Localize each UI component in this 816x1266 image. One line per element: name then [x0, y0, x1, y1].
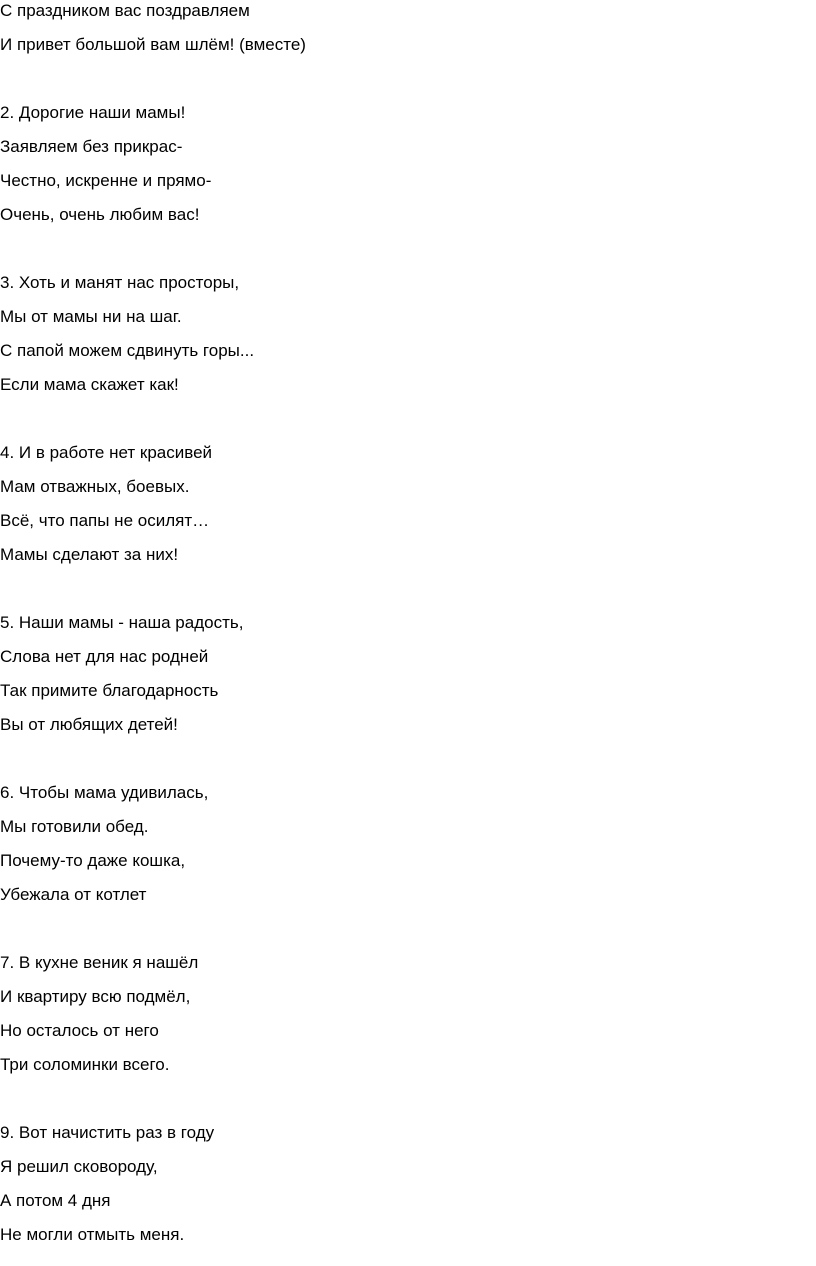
- stanza-6: [0, 776, 816, 912]
- poem-line: С праздником вас поздравляем: [0, 1, 250, 20]
- poem-line: 6. Чтобы мама удивилась,: [0, 783, 209, 802]
- stanza-gap: [0, 742, 816, 776]
- poem-line: С папой можем сдвинуть горы...: [0, 341, 255, 360]
- stanza-3: [0, 266, 816, 402]
- stanza-5: [0, 606, 816, 742]
- poem-line: Мы от мамы ни на шаг.: [0, 307, 182, 326]
- stanza-7: [0, 946, 816, 1082]
- poem-intro: [0, 0, 816, 62]
- poem-line: Не могли отмыть меня.: [0, 1225, 185, 1244]
- stanza-gap: [0, 1082, 816, 1116]
- poem-line: Мамы сделают за них!: [0, 545, 179, 564]
- stanza-gap: [0, 912, 816, 946]
- poem-line: 4. И в работе нет красивей: [0, 443, 213, 462]
- poem-line: 3. Хоть и манят нас просторы,: [0, 273, 240, 292]
- stanza-gap: [0, 572, 816, 606]
- poem-line: Честно, искренне и прямо-: [0, 171, 212, 190]
- poem-line: Но осталось от него: [0, 1021, 159, 1040]
- poem-line: Почему-то даже кошка,: [0, 851, 186, 870]
- poem-line: 2. Дорогие наши мамы!: [0, 103, 186, 122]
- poem-line: 9. Вот начистить раз в году: [0, 1123, 215, 1142]
- poem-line: Три соломинки всего.: [0, 1055, 170, 1074]
- stanza-2: [0, 96, 816, 232]
- poem-line: Убежала от котлет: [0, 885, 147, 904]
- poem-line: Всё, что папы не осилят…: [0, 511, 210, 530]
- poem-line: 7. В кухне веник я нашёл: [0, 953, 199, 972]
- stanza-gap: [0, 402, 816, 436]
- poem-line: 5. Наши мамы - наша радость,: [0, 613, 244, 632]
- poem-line: Так примите благодарность: [0, 681, 219, 700]
- stanza-gap: [0, 232, 816, 266]
- poem-line: И привет большой вам шлём! (вместе): [0, 35, 306, 54]
- poem-line: Слова нет для нас родней: [0, 647, 209, 666]
- poem-line: Мы готовили обед.: [0, 817, 149, 836]
- poem-line: Мам отважных, боевых.: [0, 477, 190, 496]
- poem-line: А потом 4 дня: [0, 1191, 111, 1210]
- poem-line: И квартиру всю подмёл,: [0, 987, 191, 1006]
- poem-line: Заявляем без прикрас-: [0, 137, 183, 156]
- poem-line: Вы от любящих детей!: [0, 715, 178, 734]
- poem-line: Очень, очень любим вас!: [0, 205, 200, 224]
- stanza-4: [0, 436, 816, 572]
- stanza-9: [0, 1116, 816, 1252]
- poem-line: Если мама скажет как!: [0, 375, 179, 394]
- stanza-gap: [0, 62, 816, 96]
- poem-line: Я решил сковороду,: [0, 1157, 158, 1176]
